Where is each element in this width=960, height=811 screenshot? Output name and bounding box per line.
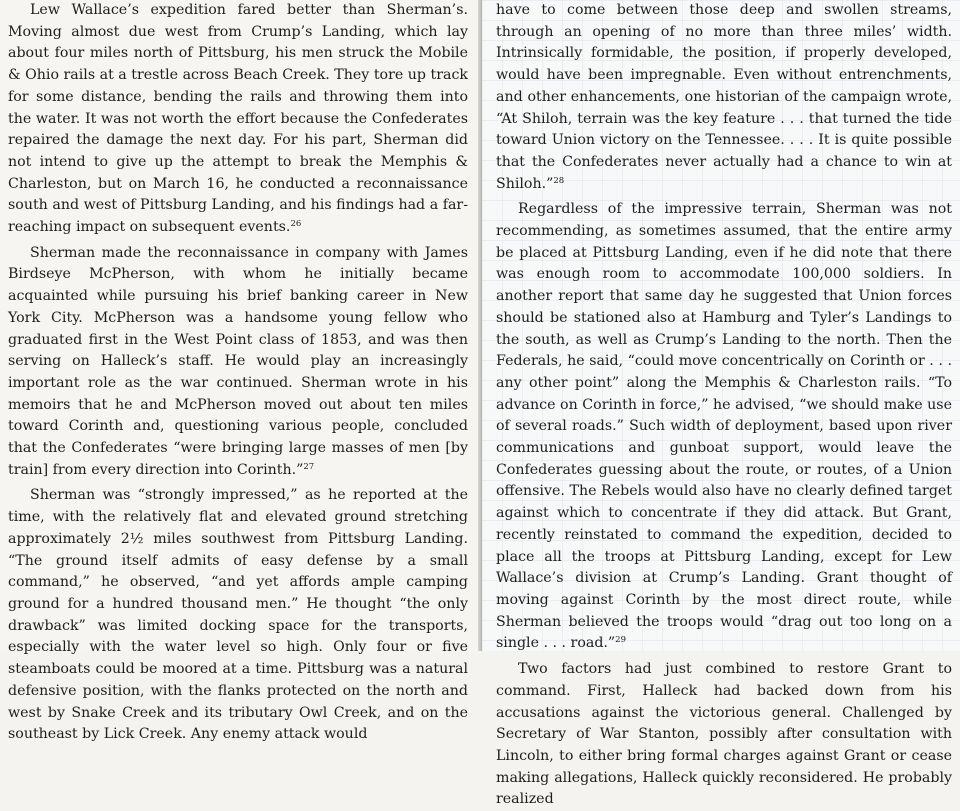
paragraph-wallace-expedition — [8, 0, 468, 239]
footnote-marker: 28 — [553, 175, 565, 186]
paragraph-text: Regardless of the impressive terrain, Sherman was not recommending, as sometimes assumed, that the entire army be placed at Pittsburg Landing, even if he did note that there was enough room to accommodate 100,000 soldiers. In another report that same day he suggested that Union forces should be stationed also at Hamburg and Tyler’s Landings to the south, as well as Crump’s Landing to the north. Then the Federals, he said, “could move concentrically on Corinth or . . . any other point” along the Memphis & Charleston rails. “To advance on Corinth in force,” he advised, “we should make use of several roads.” Such width of deployment, based upon river communications and gunboat support, would leave the Confederates guessing about the route, or routes, of a Union offensive. The Rebels would also have no clearly defined target against which to concentrate if they did attack. But Grant, recently reinstated to command the expedition, decided to place all the troops at Pittsburg Landing, except for Lew Wallace’s division at Crump’s Landing. Grant thought of moving against Corinth by the most direct route, while Sherman believed the troops would “drag out too long on a single . . . road.” — [496, 201, 952, 652]
paragraph-streams-continued — [496, 0, 952, 195]
paragraph-impressive-terrain — [496, 199, 952, 655]
paragraph-text: Lew Wallace’s expedition fared better than Sherman’s. Moving almost due west from Crump’s Landing, which lay about four miles north of Pittsburg, his men struck the Mobile & Ohio rails at a trestle across Beach Creek. They tore up track for some distance, bending the rails and throwing them into the water. It was not worth the effort because the Confederates repaired the damage the next day. For his part, Sherman did not intend to give up the attempt to break the Memphis & Charleston, but on March 16, he conducted a reconnaissance south and west of Pittsburg Landing, and his findings had a far-reaching impact on subsequent events. — [8, 2, 468, 236]
left-page — [0, 0, 482, 743]
paragraph-text: have to come between those deep and swollen streams, through an opening of no more than three miles’ width. Intrinsically formidable, the position, if properly developed, would have been impregnable. Even without entrenchments, and other enhancements, one historian of the campaign wrote, “At Shiloh, terrain was the key feature . . . that turned the tide toward Union victory on the Tennessee. . . . It is quite possible that the Confederates never actually had a chance to win at Shiloh.” — [496, 2, 952, 192]
paragraph-two-factors — [496, 659, 952, 811]
paragraph-text: Sherman made the reconnaissance in company with James Birdseye McPherson, with whom he initially became acquainted while pursuing his brief banking career in New York City. McPherson was a handsome young fellow who graduated first in the West Point class of 1853, and was then serving on Halleck’s staff. He would play an increasingly important role as the war continued. Sherman wrote in his memoirs that he and McPherson moved out about ten miles toward Corinth and, questioning various people, concluded that the Confederates “were bringing large masses of men [by train] from every direction into Corinth.” — [8, 244, 468, 478]
paragraph-text: Two factors had just combined to restore Grant to command. First, Halleck had backed down from his accusations against the victorious general. Challenged by Secretary of War Stanton, possibly after consultation with Lincoln, to either bring formal charges against Grant or cease making allegations, Halleck quickly reconsidered. He probably realized — [496, 661, 952, 808]
paragraph-text: Sherman was “strongly impressed,” as he reported at the time, with the relatively flat and elevated ground stretching approximately 2½ miles southwest from Pittsburg Landing. “The ground itself admits of easy defense by a small command,” he observed, “and yet affords ample camping ground for a hundred thousand men.” He thought “the only drawback” was limited docking space for the transports, especially with the water level so high. Only four or five steamboats could be moored at a time. Pittsburg was a natural defensive position, with the flanks protected on the north and west by Snake Creek and its tributary Owl Creek, and on the southeast by Lick Creek. Any enemy attack would — [8, 487, 468, 743]
footnote-marker: 26 — [290, 219, 302, 230]
right-page — [482, 0, 960, 808]
footnote-marker: 27 — [303, 461, 315, 472]
paragraph-sherman-impressed — [8, 485, 468, 745]
paragraph-mcpherson-reconnaissance — [8, 243, 468, 482]
footnote-marker: 29 — [615, 635, 626, 646]
